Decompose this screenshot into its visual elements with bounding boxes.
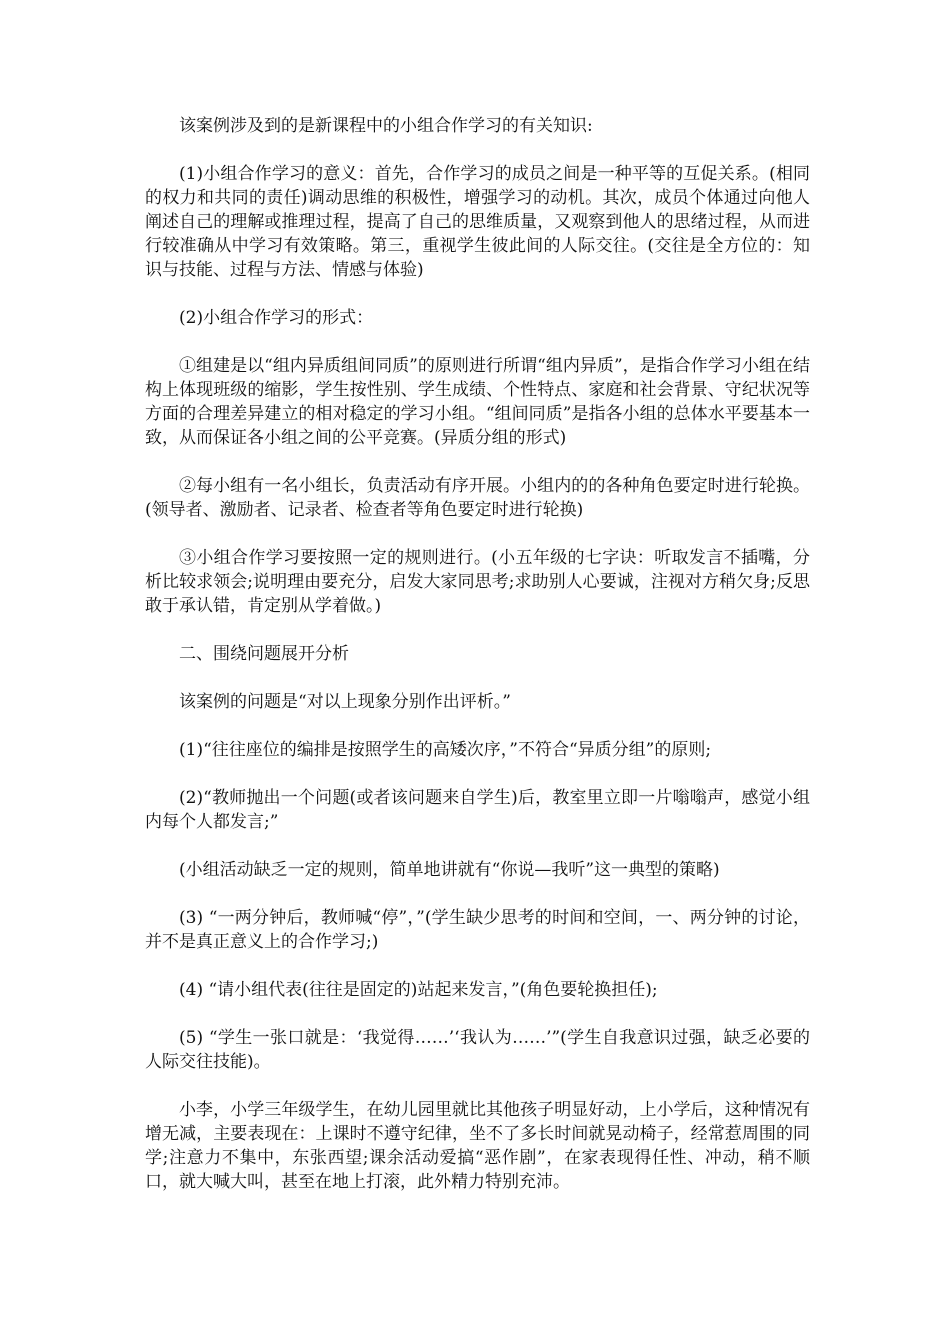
paragraph-significance: (1)小组合作学习的意义：首先，合作学习的成员之间是一种平等的互促关系。(相同的权力和共同的责任)调动思维的积极性，增强学习的动机。其次，成员个体通过向他人阐述自己的理解或推理过程，提高了自己的思维质量，又观察到他人的思绪过程，从而进行较准确从中学习有效策略。第三，重视学生彼此间的人际交往。(交往是全方位的：知识与技能、过程与方法、情感与体验) <box>145 164 810 280</box>
section-heading-analysis: 二、围绕问题展开分析 <box>179 644 349 664</box>
paragraph-case-xiaoli: 小李，小学三年级学生，在幼儿园里就比其他孩子明显好动，上小学后，这种情况有增无减，主要表现在：上课时不遵守纪律，坐不了多长时间就晃动椅子，经常惹周围的同学;注意力不集中，东张西望;课余活动爱搞“恶作剧”，在家表现得任性、冲动，稍不顺口，就大喊大叫，甚至在地上打滚，此外精力特别充沛。 <box>145 1100 810 1192</box>
paragraph-analysis-2-note: (小组活动缺乏一定的规则，简单地讲就有“你说—我听”这一典型的策略) <box>179 860 720 880</box>
paragraph-intro: 该案例涉及到的是新课程中的小组合作学习的有关知识: <box>179 116 593 136</box>
paragraph-form-1: ①组建是以“组内异质组间同质”的原则进行所谓“组内异质”，是指合作学习小组在结构上体现班级的缩影，学生按性别、学生成绩、个性特点、家庭和社会背景、守纪状况等方面的合理差异建立的相对稳定的学习小组。“组间同质”是指各小组的总体水平要基本一致，从而保证各小组之间的公平竞赛。(异质分组的形式) <box>145 356 810 448</box>
paragraph-form-3: ③小组合作学习要按照一定的规则进行。(小五年级的七字诀：听取发言不插嘴，分析比较求领会;说明理由要充分，启发大家同思考;求助别人心要诚，注视对方稍欠身;反思敢于承认错，肯定别从学着做。) <box>145 548 810 616</box>
paragraph-analysis-1: (1)“往往座位的编排是按照学生的高矮次序，”不符合“异质分组”的原则; <box>179 740 712 760</box>
paragraph-analysis-5: (5) “学生一张口就是：‘我觉得……’‘我认为……’”(学生自我意识过强，缺乏必要的人际交往技能)。 <box>145 1028 810 1072</box>
paragraph-analysis-2: (2)“教师抛出一个问题(或者该问题来自学生)后，教室里立即一片嗡嗡声，感觉小组内每个人都发言;” <box>145 788 810 832</box>
paragraph-question: 该案例的问题是“对以上现象分别作出评析。” <box>179 692 511 712</box>
document-body <box>145 114 810 1194</box>
paragraph-form-2: ②每小组有一名小组长，负责活动有序开展。小组内的的各种角色要定时进行轮换。(领导者、激励者、记录者、检查者等角色要定时进行轮换) <box>145 476 810 520</box>
paragraph-forms-heading: (2)小组合作学习的形式： <box>179 308 374 328</box>
paragraph-analysis-4: (4) “请小组代表(往往是固定的)站起来发言，”(角色要轮换担任); <box>179 980 658 1000</box>
paragraph-analysis-3: (3) “一两分钟后，教师喊“停”，”(学生缺少思考的时间和空间，一、两分钟的讨论，并不是真正意义上的合作学习;) <box>145 908 810 952</box>
